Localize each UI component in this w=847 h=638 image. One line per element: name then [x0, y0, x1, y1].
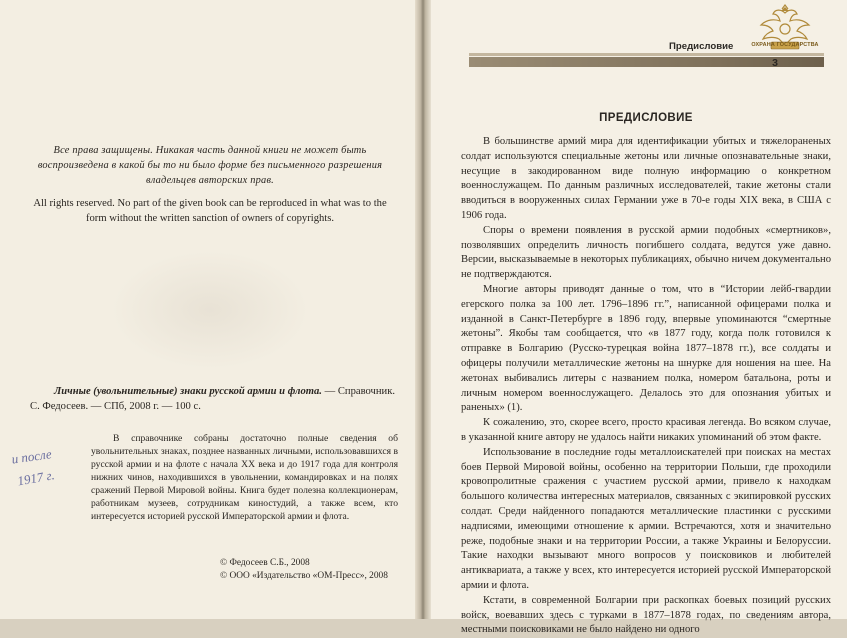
show-through-shadow — [110, 250, 310, 370]
handwriting-line-2: 1917 г. — [16, 467, 56, 489]
paragraph: Споры о времени появления в русской армии подобных «смертников», позволявших определить личность погибшего солдата, ведутся уже давно. Версии, высказываемые в некоторых публикациях, обычно ничем документально не подтверждаются. — [461, 224, 831, 281]
bibliographic-record — [30, 384, 395, 414]
copyright-block — [220, 557, 410, 583]
preface-body — [461, 135, 831, 638]
chapter-title: ПРЕДИСЛОВИЕ — [599, 112, 693, 124]
running-head: Предисловие — [669, 41, 734, 52]
handwritten-note — [8, 440, 78, 500]
paragraph: В большинстве армий мира для идентификации убитых и тяжелораненых солдат используются специальные жетоны или личные опознавательные знаки, несущие в закодированном виде полную информацию о конкретном военнослужащем. По данным различных исследователей, такие жетоны стали вводиться в вооруженных силах Германии уже в 70-е годы XIX века, в США с 1906 года. — [461, 136, 831, 221]
emblem-ribbon-text: ОХРАНА ГОСУДАРСТВА — [751, 42, 819, 48]
paragraph: К сожалению, это, скорее всего, просто красивая легенда. Во всяком случае, в указанной книге автору не удалось найти никаких упоминаний об этом факте. — [461, 417, 831, 443]
book-title: Личные (увольнительные) знаки русской армии и флота. — [54, 386, 322, 397]
paragraph: Многие авторы приводят данные о том, что в “Истории лейб-гвардии егерского полка за 100 лет. 1796–1896 гг.”, написанной офицерами полка и изданной в Санкт-Петербурге в 1896 году, впервые упоминаются “смертные жетоны”. Якобы там сообщается, что «в 1877 году, когда полк готовился к отправке в Болгарию (Русско-турецкая война 1877–1878 гг.), все солдаты и офицеры получили металлические жетоны на шнурке для ношения на шее. На жетонах выбивались литеры с названием полка, номером батальона, роты и личным номером военнослужащего. Делалось это для опознания убитых и раненых» (1). — [461, 283, 831, 414]
copyright-author: © Федосеев С.Б., 2008 — [220, 558, 310, 568]
page-number: 3 — [772, 57, 778, 69]
paragraph: Кстати, в современной Болгарии при раскопках боевых позиций русских войск, воевавших здесь с турками в 1877–1878 годах, по сведениям автора, местными поисковиками не было найдено ни одного — [461, 594, 831, 636]
double-headed-eagle-emblem-icon — [753, 5, 817, 57]
bibliographic-details: — Справочник. С. Федосеев. — СПб, 2008 г. — 100 с. — [30, 386, 396, 412]
left-page — [0, 0, 415, 619]
book-gutter — [415, 0, 431, 619]
rights-notice-en: All rights reserved. No part of the given book can be reproduced in what was to the form without the written sanction of owners of copyrights. — [33, 198, 387, 224]
paragraph: Использование в последние годы металлоискателей при поисках на местах боев Первой Мировой войны, особенно на территории Польши, где проходили кровопролитные сражения с участием русской армии, привело к находкам большого количества интересных материалов, связанных с экипировкой русских солдат. Среди найденного попадаются металлические пластинки с русскими надписями, имеющими отношение к армии. Встречаются, хотя и значительно реже, подобные знаки и на территории России, а также Украины и Белоруссии. Такие находки вызывают много вопросов у поисковиков и любителей антиквариата, а также у всех, кто интересуется историей русской Императорской армии и флота. — [461, 446, 831, 591]
rights-notice-ru: Все права защищены. Никакая часть данной книги не может быть воспроизведена в какой бы то ни было форме без письменного разрешения владельцев авторских прав. — [37, 145, 383, 186]
right-page — [431, 0, 847, 636]
copyright-publisher: © ООО «Издательство «ОМ-Пресс», 2008 — [220, 571, 388, 581]
handwriting-line-1: и после — [10, 446, 53, 467]
book-abstract: В справочнике собраны достаточно полные сведения об увольнительных знаках, позднее названных личными, использовавшихся в русской армии и на флоте с начала XX века и до 1917 года для контроля нижних чинов, находившихся в увольнении, командировках и на полях сражений Первой Мировой войны. Книга будет полезна коллекционерам, работникам музеев, сотрудникам киностудий, а также всем, кто интересуется историей русской Императорской армии и флота. — [91, 433, 398, 522]
